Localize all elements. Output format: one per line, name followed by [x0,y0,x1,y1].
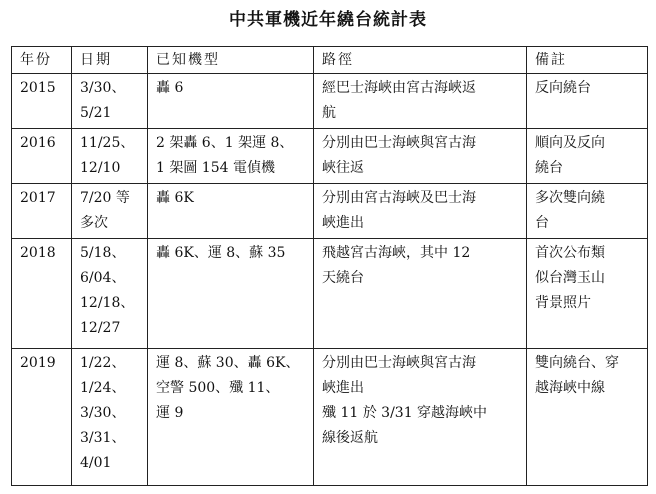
statistics-table [11,46,648,486]
cell-year: 2015 [12,74,72,129]
cell-route: 分別由巴士海峽與宮古海 峽進出 殲 11 於 3/31 穿越海峽中 線後返航 [314,349,527,486]
header-route: 路徑 [314,47,527,74]
cell-year: 2017 [12,184,72,239]
cell-aircraft-model: 轟 6 [148,74,314,129]
cell-year: 2018 [12,239,72,349]
cell-notes: 首次公布類 似台灣玉山 背景照片 [527,239,648,349]
cell-aircraft-model: 轟 6K、運 8、蘇 35 [148,239,314,349]
table-row [12,129,648,184]
cell-route: 經巴士海峽由宮古海峽返 航 [314,74,527,129]
header-notes: 備註 [527,47,648,74]
cell-aircraft-model: 2 架轟 6、1 架運 8、 1 架圖 154 電偵機 [148,129,314,184]
header-aircraft-model: 已知機型 [148,47,314,74]
table-row [12,349,648,486]
table-row [12,74,648,129]
page-title: 中共軍機近年繞台統計表 [229,10,427,30]
cell-date: 11/25、 12/10 [72,129,148,184]
header-year: 年份 [12,47,72,74]
cell-notes: 反向繞台 [527,74,648,129]
cell-date: 5/18、 6/04、 12/18、 12/27 [72,239,148,349]
cell-notes: 多次雙向繞 台 [527,184,648,239]
cell-route: 分別由巴士海峽與宮古海 峽往返 [314,129,527,184]
cell-notes: 雙向繞台、穿 越海峽中線 [527,349,648,486]
cell-year: 2016 [12,129,72,184]
cell-date: 3/30、 5/21 [72,74,148,129]
cell-notes: 順向及反向 繞台 [527,129,648,184]
cell-route: 飛越宮古海峽，其中 12 天繞台 [314,239,527,349]
table-header-row [12,47,648,74]
cell-route: 分別由宮古海峽及巴士海 峽進出 [314,184,527,239]
cell-date: 7/20 等 多次 [72,184,148,239]
cell-aircraft-model: 轟 6K [148,184,314,239]
table-row [12,184,648,239]
table-row [12,239,648,349]
cell-aircraft-model: 運 8、蘇 30、轟 6K、 空警 500、殲 11、 運 9 [148,349,314,486]
header-date: 日期 [72,47,148,74]
cell-date: 1/22、 1/24、 3/30、 3/31、 4/01 [72,349,148,486]
cell-year: 2019 [12,349,72,486]
